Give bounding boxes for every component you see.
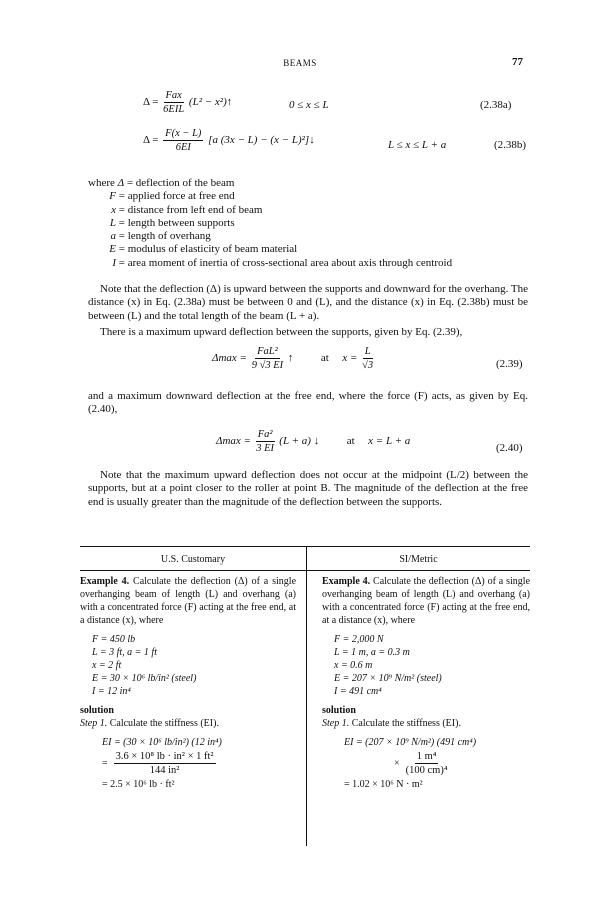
step-line: Step 1. Calculate the stiffness (EI). <box>322 718 461 729</box>
range-2-38b: L ≤ x ≤ L + a <box>388 139 447 151</box>
equation-2-38a: Δ = $\frac{\text{Fax}}{\text{6EIL}}$ (L² − x²)↑ <box>143 90 233 116</box>
eq-number-2-40: (2.40) <box>496 442 523 454</box>
calc-line-2: × $\frac{\text{1 m⁴}}{\text{(100 cm)⁴}}$ <box>394 751 448 777</box>
down-arrow-icon: ↓ <box>309 134 315 147</box>
step-line: Step 1. Calculate the stiffness (EI). <box>80 718 219 729</box>
column-heading-us: U.S. Customary <box>160 554 226 565</box>
definition-row: a = length of overhang <box>110 230 211 243</box>
definition-row: where Δ = deflection of the beam <box>88 177 235 189</box>
example-si-metric <box>322 575 530 791</box>
definition-row: E = modulus of elasticity of beam material <box>109 243 298 256</box>
up-arrow-icon: ↑ <box>226 96 233 109</box>
example-statement: Example 4. Calculate the deflection (Δ) of a single overhanging beam of length (L) and overhang (a) with a concentrated force (F) acting at the free end, at a distance (x), where <box>80 576 297 626</box>
definition-row: F = applied force at free end <box>109 190 235 203</box>
calc-line-1: EI = (30 × 10⁶ lb/in²) (12 in⁴) <box>102 737 222 748</box>
paragraph-midpoint-note: Note that the maximum upward deflection does not occur at the midpoint (L/2) between the supports, but at a point closer to the roller at point B. The magnitude of the deflection at the free end is usually greater than the magnitude of the deflection between the supports. <box>88 469 528 508</box>
paragraph-deflection-note: Note that the deflection (Δ) is upward between the supports and downward for the overhang. The distance (x) in Eq. (2.38a) must be between 0 and (L), and the distance (x) in Eq. (2.38b) must be between (L) and the total length of the beam (L + a). <box>88 283 528 322</box>
eq-number-2-38b: (2.38b) <box>494 139 527 151</box>
page-number: 77 <box>512 56 523 68</box>
definition-row: I = area moment of inertia of cross-sectional area about axis through centroid <box>112 256 453 269</box>
equation-2-40: Δmax = $\frac{\text{Fa²}}{3 EI}$ (L + a) ↓ at x = L + a <box>216 429 411 455</box>
table-header-rule <box>80 570 530 571</box>
calc-line-3: = 1.02 × 10⁶ N · m² <box>344 779 423 791</box>
equation-2-38b: Δ = $\frac{F(x - L)}{6EI}$ [a (3x − L) − (x − L)²]↓ <box>143 128 315 154</box>
eq-number-2-39: (2.39) <box>496 358 523 370</box>
calc-line-1: EI = (207 × 10⁹ N/m²) (491 cm⁴) <box>344 737 477 748</box>
down-arrow-icon: ↓ <box>313 435 320 448</box>
table-column-divider <box>306 546 307 846</box>
definition-row: x = distance from left end of beam <box>111 203 263 216</box>
given-values: F = 450 lb L = 3 ft, a = 1 ft x = 2 ft E = 30 × 10⁶ lb/in² (steel) I = 12 in⁴ <box>92 634 197 697</box>
eq-number-2-38a: (2.38a) <box>480 99 512 111</box>
calc-line-3: = 2.5 × 10⁶ lb · ft² <box>102 779 175 791</box>
table-top-rule <box>80 546 530 547</box>
up-arrow-icon: ↑ <box>287 352 294 365</box>
definition-row: L = length between supports <box>109 216 235 229</box>
range-2-38a: 0 ≤ x ≤ L <box>289 99 329 111</box>
calc-line-2: = $\frac{\text{3.6 × 10⁸ lb · in² × 1 ft²}}{\text{144 in²}}$ <box>102 751 214 777</box>
paragraph-max-downward: and a maximum downward deflection at the free end, where the force (F) acts, as given by Eq. (2.40), <box>88 390 528 416</box>
paragraph-max-upward: There is a maximum upward deflection between the supports, given by Eq. (2.39), <box>100 326 463 338</box>
running-title: BEAMS <box>283 58 317 68</box>
given-values: F = 2,000 N L = 1 m, a = 0.3 m x = 0.6 m E = 207 × 10⁹ N/m² (steel) I = 491 cm⁴ <box>334 634 442 697</box>
equation-2-39: Δmax = $\frac{\text{FaL²}}{9 √3 EI}$ ↑ at x = $\frac{L}{√3}$ <box>212 346 374 372</box>
column-heading-si: SI/Metric <box>399 554 438 565</box>
solution-heading: solution <box>322 705 356 716</box>
definitions-list <box>88 177 452 270</box>
solution-heading: solution <box>80 705 114 716</box>
example-us-customary <box>80 575 296 791</box>
example-statement: Example 4. Calculate the deflection (Δ) of a single overhanging beam of length (L) and overhang (a) with a concentrated force (F) acting at the free end, at a distance (x), where <box>322 576 531 626</box>
